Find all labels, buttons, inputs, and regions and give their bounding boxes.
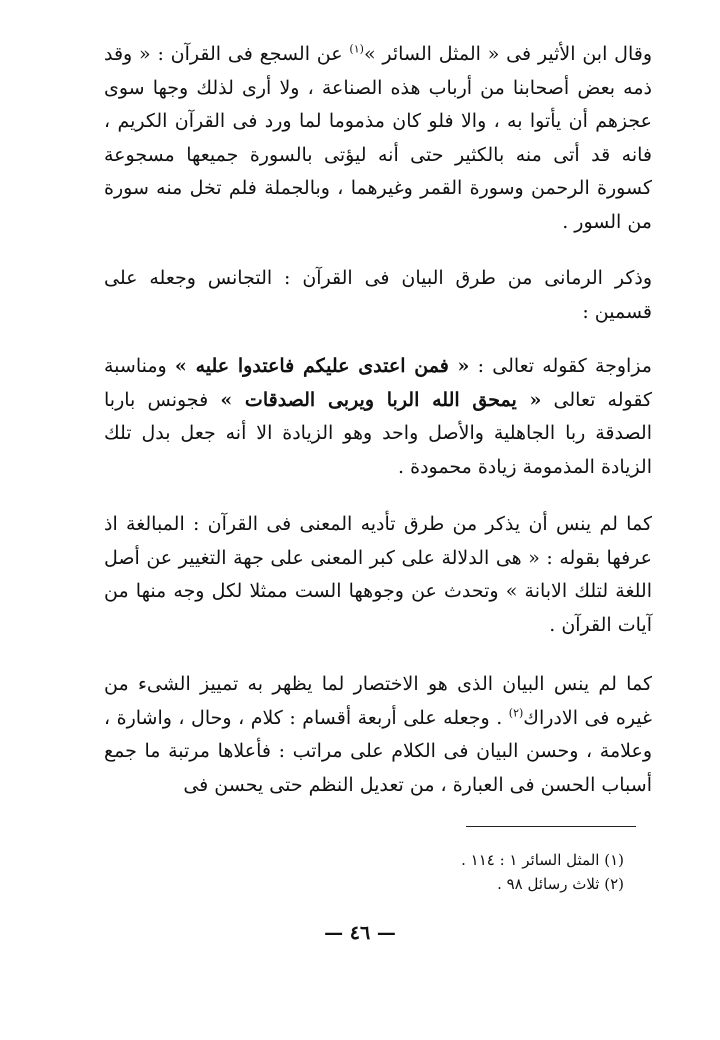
quran-quote-2: « يمحق الله الربا ويربى الصدقات » — [220, 388, 542, 411]
paragraph-3 — [104, 350, 688, 484]
paragraph-3-text-c: فجونس باربا الصدقة ربا الجاهلية والأصل واحد وهو الزيادة الا أنه جعل بدل تلك الزيادة المذمومة زيادة محمودة . — [104, 388, 652, 478]
paragraph-1-text-a: وقال ابن الأثير فى « المثل السائر » — [363, 43, 653, 65]
footnote-separator — [466, 826, 636, 827]
paragraph-5-text-b: . وجعله على أربعة أقسام : كلام ، وحال ، واشارة ، وعلامة ، وحسن البيان فى الكلام على مراتب : فأعلاها مرتبة ما جمع أسباب الحسن فى العبارة ، من تعديل النظم حتى يحسن فى — [104, 706, 652, 796]
paragraph-1-text-b: عن السجع فى القرآن : « وقد ذمه بعض أصحابنا من أرباب هذه الصناعة ، ولا أرى لذلك وجها سوى عجزهم أن يأتوا به ، والا فلو كان مذموما لما ورد فى القرآن الكريم ، فانه قد أتى منه بالكثير حتى أنه ليؤتى بالسورة جميعها مسجوعة كسورة الرحمن وسورة القمر وغيرهما ، وبالجملة فلم تخل منه سورة من السور . — [104, 43, 652, 233]
footnote-2: (٢) ثلاث رسائل ٩٨ . — [497, 875, 624, 893]
footnote-marker-2: (٢) — [508, 706, 524, 720]
paragraph-3-text-a: مزاوجة كقوله تعالى : — [469, 355, 652, 377]
footnotes — [364, 848, 624, 896]
footnote-marker-1: (١) — [349, 42, 364, 56]
page-number: — ٤٦ — — [324, 922, 396, 944]
paragraph-5-text-a: كما لم ينس البيان الذى هو الاختصار لما يظهر به تمييز الشىء من غيره فى الادراك — [104, 673, 652, 729]
footnote-1: (١) المثل السائر ١ : ١١٤ . — [461, 851, 624, 869]
quran-quote-1: « فمن اعتدى عليكم فاعتدوا عليه » — [174, 355, 470, 377]
paragraph-4: كما لم ينس أن يذكر من طرق تأديه المعنى فى القرآن : المبالغة اذ عرفها بقوله : « هى الدلالة على كبر المعنى على جهة التغيير عن أصل اللغة لتلك الابانة » وتحدث عن وجوهها الست ممثلا لكل وجه منها من آيات القرآن . — [104, 513, 652, 636]
paragraph-1 — [104, 38, 688, 239]
paragraph-5 — [104, 668, 688, 802]
paragraph-3-text-b: ومناسبة كقوله تعالى — [104, 355, 653, 411]
paragraph-2: وذكر الرمانى من طرق البيان فى القرآن : التجانس وجعله على قسمين : — [104, 267, 652, 323]
